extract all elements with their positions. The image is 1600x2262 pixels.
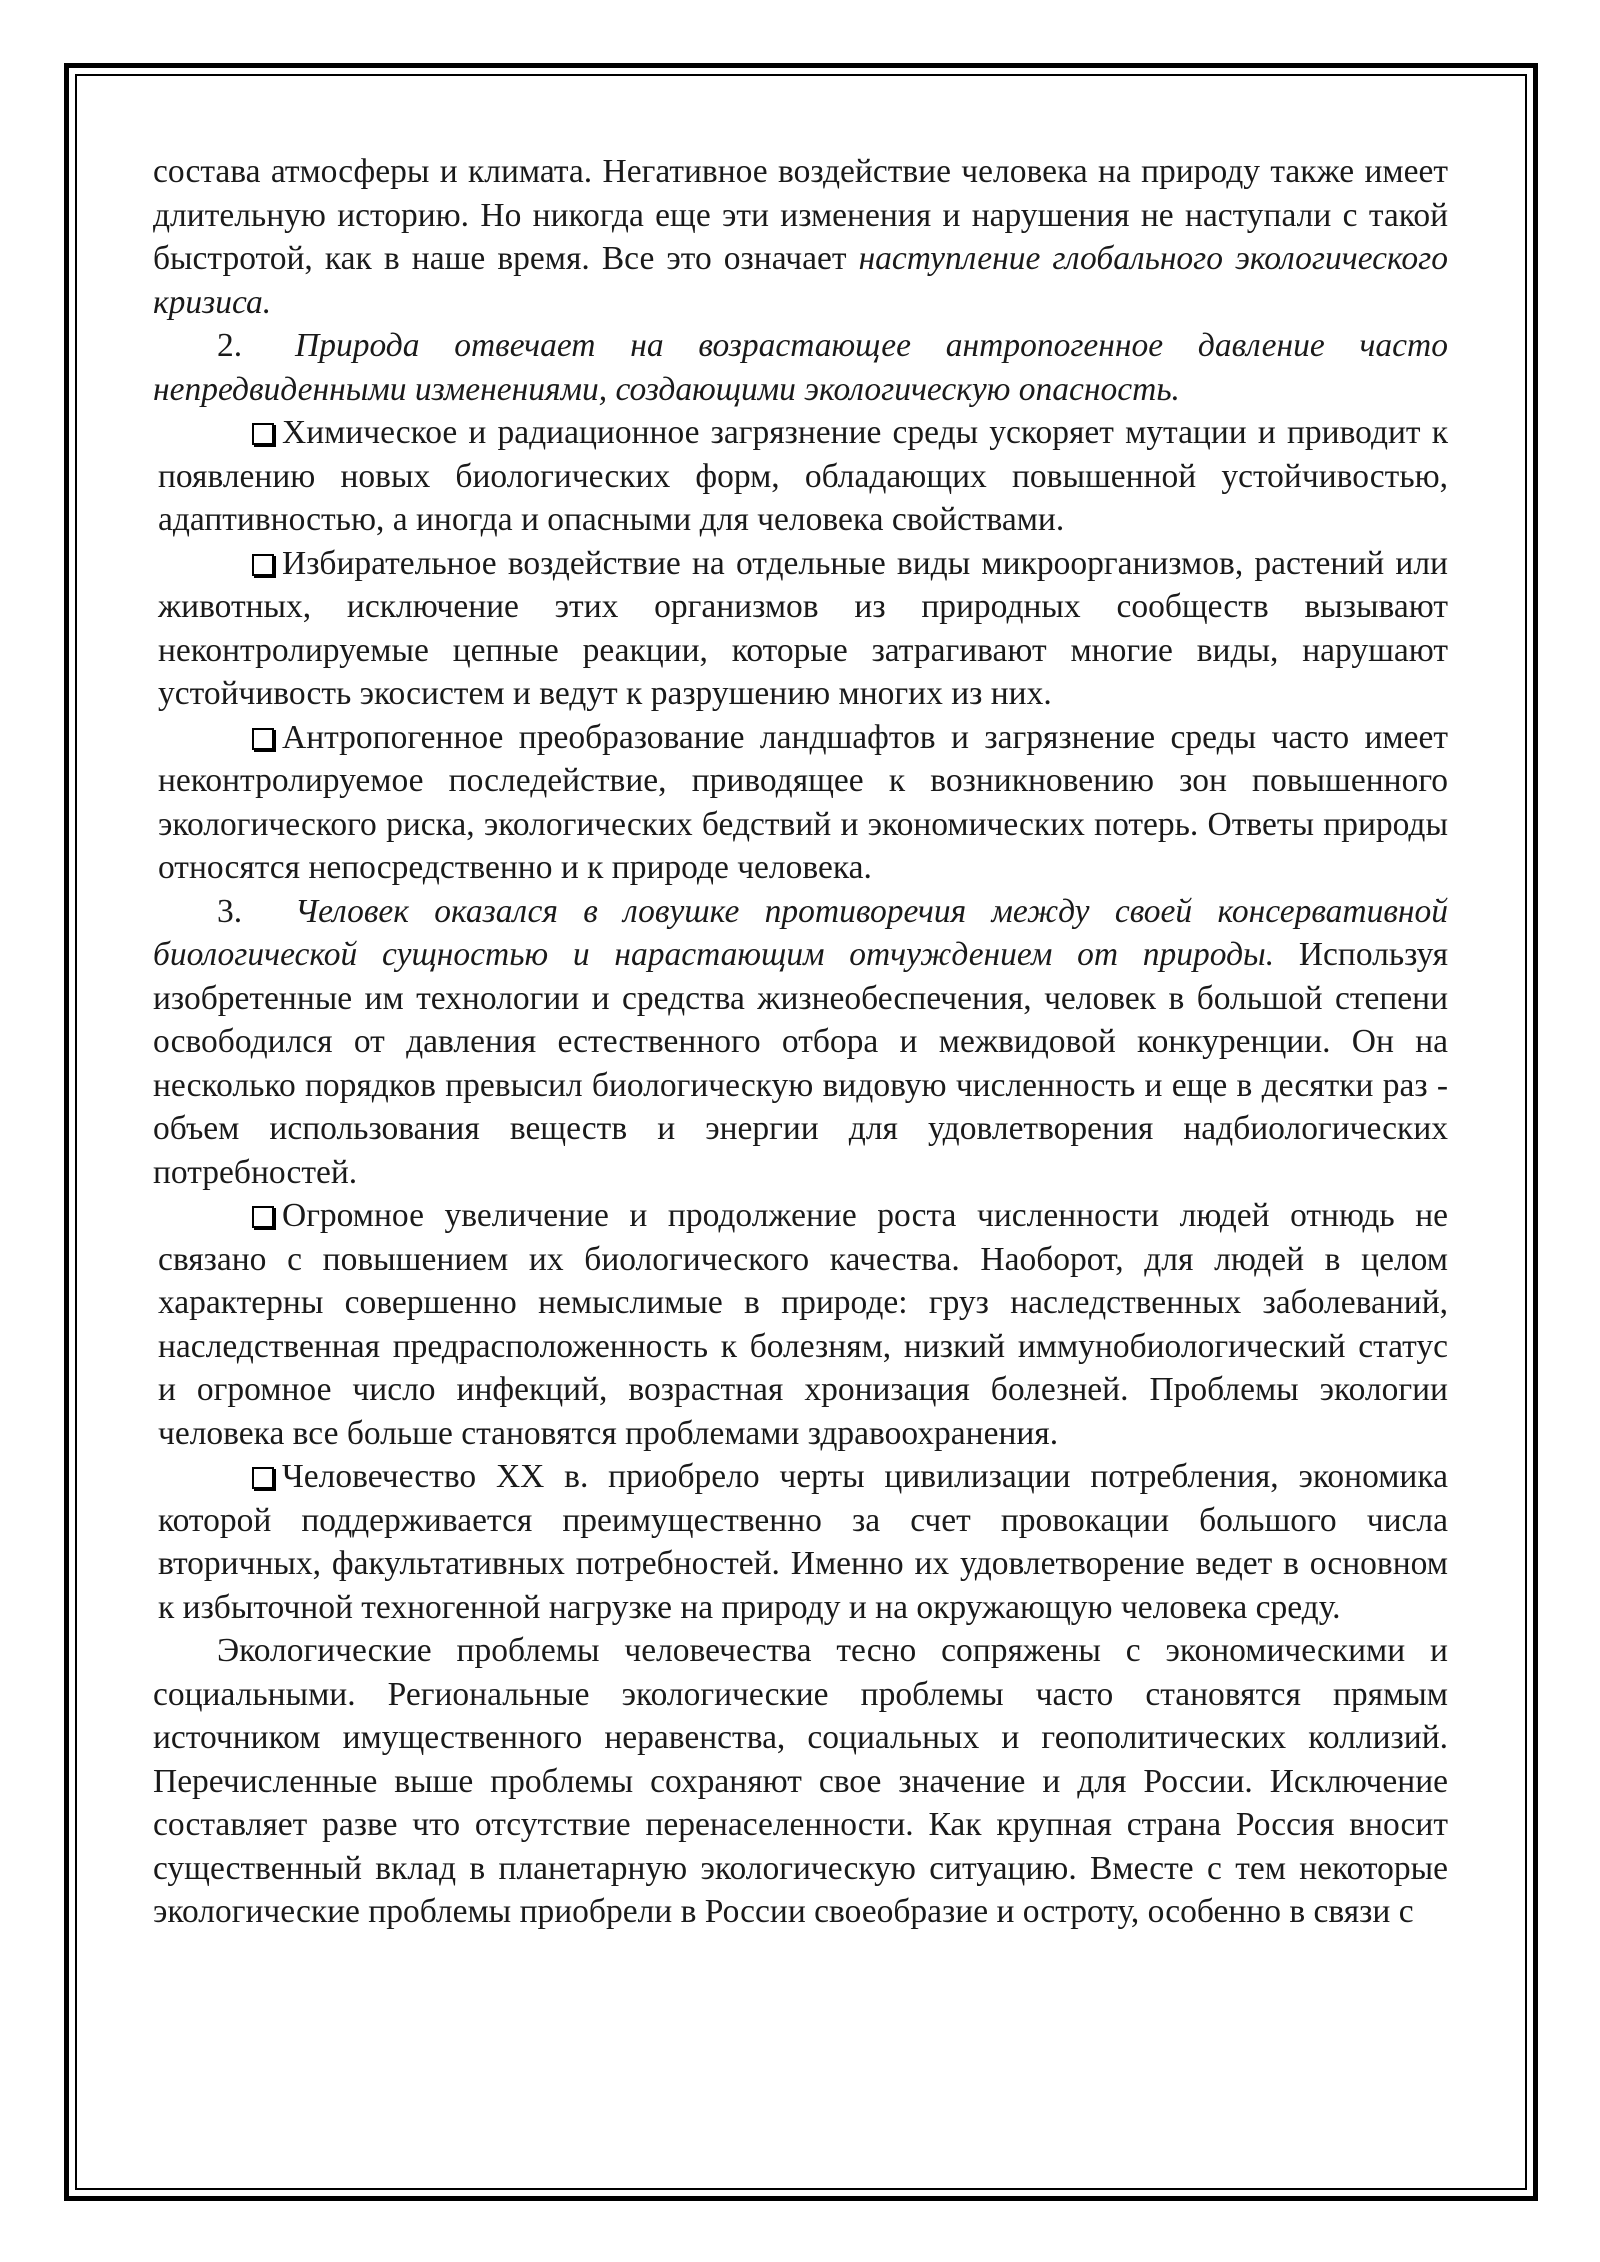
point-number: 2. bbox=[217, 327, 243, 364]
paragraph bbox=[153, 1629, 1448, 1934]
checkbox-bullet-icon bbox=[252, 1206, 274, 1228]
checkbox-bullet-icon bbox=[252, 554, 274, 576]
bullet-item bbox=[153, 1194, 1448, 1455]
document-body bbox=[153, 150, 1448, 1934]
bullet-text: Человечество XX в. приобрело черты цивилизации потребления, экономика которой поддерживается преимущественно за счет провокации большого числа вторичных, факультативных потребностей. Именно их удовлетворение ведет в основном к избыточной техногенной нагрузке на природу и на окружающую человека среду. bbox=[158, 1458, 1448, 1626]
bullet-text: Огромное увеличение и продолжение роста численности людей отнюдь не связано с повышением их биологического качества. Наоборот, для людей в целом характерны совершенно немыслимые в природе: груз наследственных заболеваний, наследственная предрасположенность к болезням, низкий иммунобиологический статус и огромное число инфекций, возрастная хронизация болезней. Проблемы экологии человека все больше становятся проблемами здравоохранения. bbox=[158, 1197, 1448, 1452]
point-number: 3. bbox=[217, 892, 243, 930]
bullet-item bbox=[153, 716, 1448, 890]
point-heading: Природа отвечает на возрастающее антропогенное давление часто непредвиденными изменениями, создающими экологическую опасность. bbox=[153, 327, 1448, 408]
checkbox-bullet-icon bbox=[252, 728, 274, 750]
numbered-point-3 bbox=[153, 890, 1448, 1195]
bullet-item bbox=[153, 1455, 1448, 1629]
bullet-text: Химическое и радиационное загрязнение среды ускоряет мутации и приводит к появлению новых биологических форм, обладающих повышенной устойчивостью, адаптивностью, а иногда и опасными для человека свойствами. bbox=[158, 414, 1448, 538]
paragraph-text: состава атмосферы и климата. Негативное воздействие человека на природу также имеет длительную историю. Но никогда еще эти изменения и нарушения не наступали с такой быстротой, как в наше время. Все это означает bbox=[153, 153, 1448, 277]
checkbox-bullet-icon bbox=[252, 1467, 274, 1489]
paragraph-continuation bbox=[153, 150, 1448, 324]
paragraph-text: Экологические проблемы человечества тесно сопряжены с экономическими и социальными. Региональные экологические проблемы часто становятся прямым источником имущественного неравенства, социальных и геополитических коллизий. Перечисленные выше проблемы сохраняют свое значение и для России. Исключение составляет разве что отсутствие перенаселенности. Как крупная страна Россия вносит существенный вклад в планетарную экологическую ситуацию. Вместе с тем некоторые экологические проблемы приобрели в России своеобразие и остроту, особенно в связи с bbox=[153, 1632, 1448, 1930]
bullet-item bbox=[153, 411, 1448, 542]
bullet-text: Антропогенное преобразование ландшафтов и загрязнение среды часто имеет неконтролируемое последействие, приводящее к возникновению зон повышенного экологического риска, экологических бедствий и экономических потерь. Ответы природы относятся непосредственно и к природе человека. bbox=[158, 718, 1448, 886]
bullet-text: Избирательное воздействие на отдельные виды микроорганизмов, растений или животных, исключение этих организмов из природных сообществ вызывают неконтролируемые цепные реакции, которые затрагивают многие виды, нарушают устойчивость экосистем и ведут к разрушению многих из них. bbox=[158, 544, 1448, 712]
paragraph-text: Используя изобретенные им технологии и средства жизнеобеспечения, человек в большой степени освободился от давления естественного отбора и межвидовой конкуренции. Он на несколько порядков превысил биологическую видовую численность и еще в десятки раз - объем использования веществ и энергии для удовлетворения надбиологических потребностей. bbox=[153, 936, 1448, 1191]
paragraph-emphasis: наступление глобального экологического кризиса. bbox=[153, 240, 1448, 321]
checkbox-bullet-icon bbox=[252, 423, 274, 445]
bullet-item bbox=[153, 542, 1448, 716]
numbered-point-2 bbox=[153, 324, 1448, 411]
point-heading: Человек оказался в ловушке противоречия между своей консервативной биологической сущностью и нарастающим отчуждением от природы. bbox=[153, 892, 1448, 973]
